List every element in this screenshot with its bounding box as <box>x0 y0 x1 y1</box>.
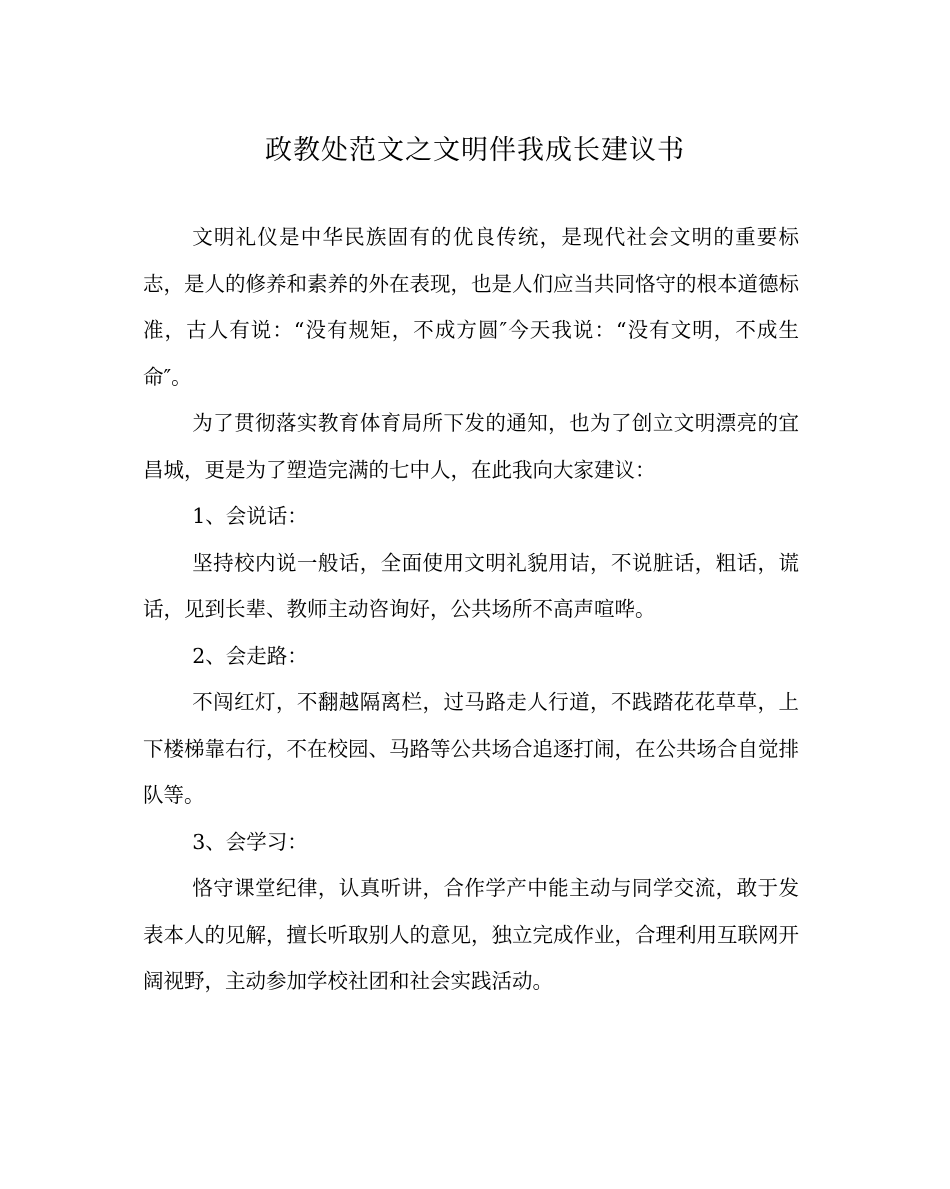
paragraph-intro: 文明礼仪是中华民族固有的优良传统，是现代社会文明的重要标志，是人的修养和素养的外在表现，也是人们应当共同恪守的根本道德标准，古人有说：“没有规矩，不成方圆″今天我说：“没有文明，不成生命″。 <box>143 225 799 389</box>
paragraph-walking: 不闯红灯，不翻越隔离栏，过马路走人行道，不践踏花花草草，上下楼梯靠右行，不在校园、马路等公共场合追逐打闹，在公共场合自觉排队等。 <box>143 690 799 807</box>
section-heading-speaking: 1、会说话： <box>192 504 308 528</box>
section-heading-walking: 2、会走路： <box>192 643 308 668</box>
paragraph-speaking: 坚持校内说一般话，全面使用文明礼貌用诘，不说脏话，粗话，谎话，见到长辈、教师主动咨询好，公共场所不高声喧哗。 <box>143 550 799 621</box>
section-heading-learning: 3、会学习： <box>192 829 308 854</box>
paragraph-purpose: 为了贯彻落实教育体育局所下发的通知，也为了创立文明漂亮的宜昌城，更是为了塑造完满的七中人，在此我向大家建议： <box>143 411 799 482</box>
document-body <box>143 214 799 1005</box>
paragraph-learning: 恪守课堂纪律，认真听讲，合作学产中能主动与同学交流，敢于发表本人的见解，擅长听取别人的意见，独立完成作业，合理利用互联网开阔视野，主动参加学校社团和社会实践活动。 <box>143 876 799 993</box>
document-title: 政教处范文之文明伴我成长建议书 <box>265 135 685 166</box>
